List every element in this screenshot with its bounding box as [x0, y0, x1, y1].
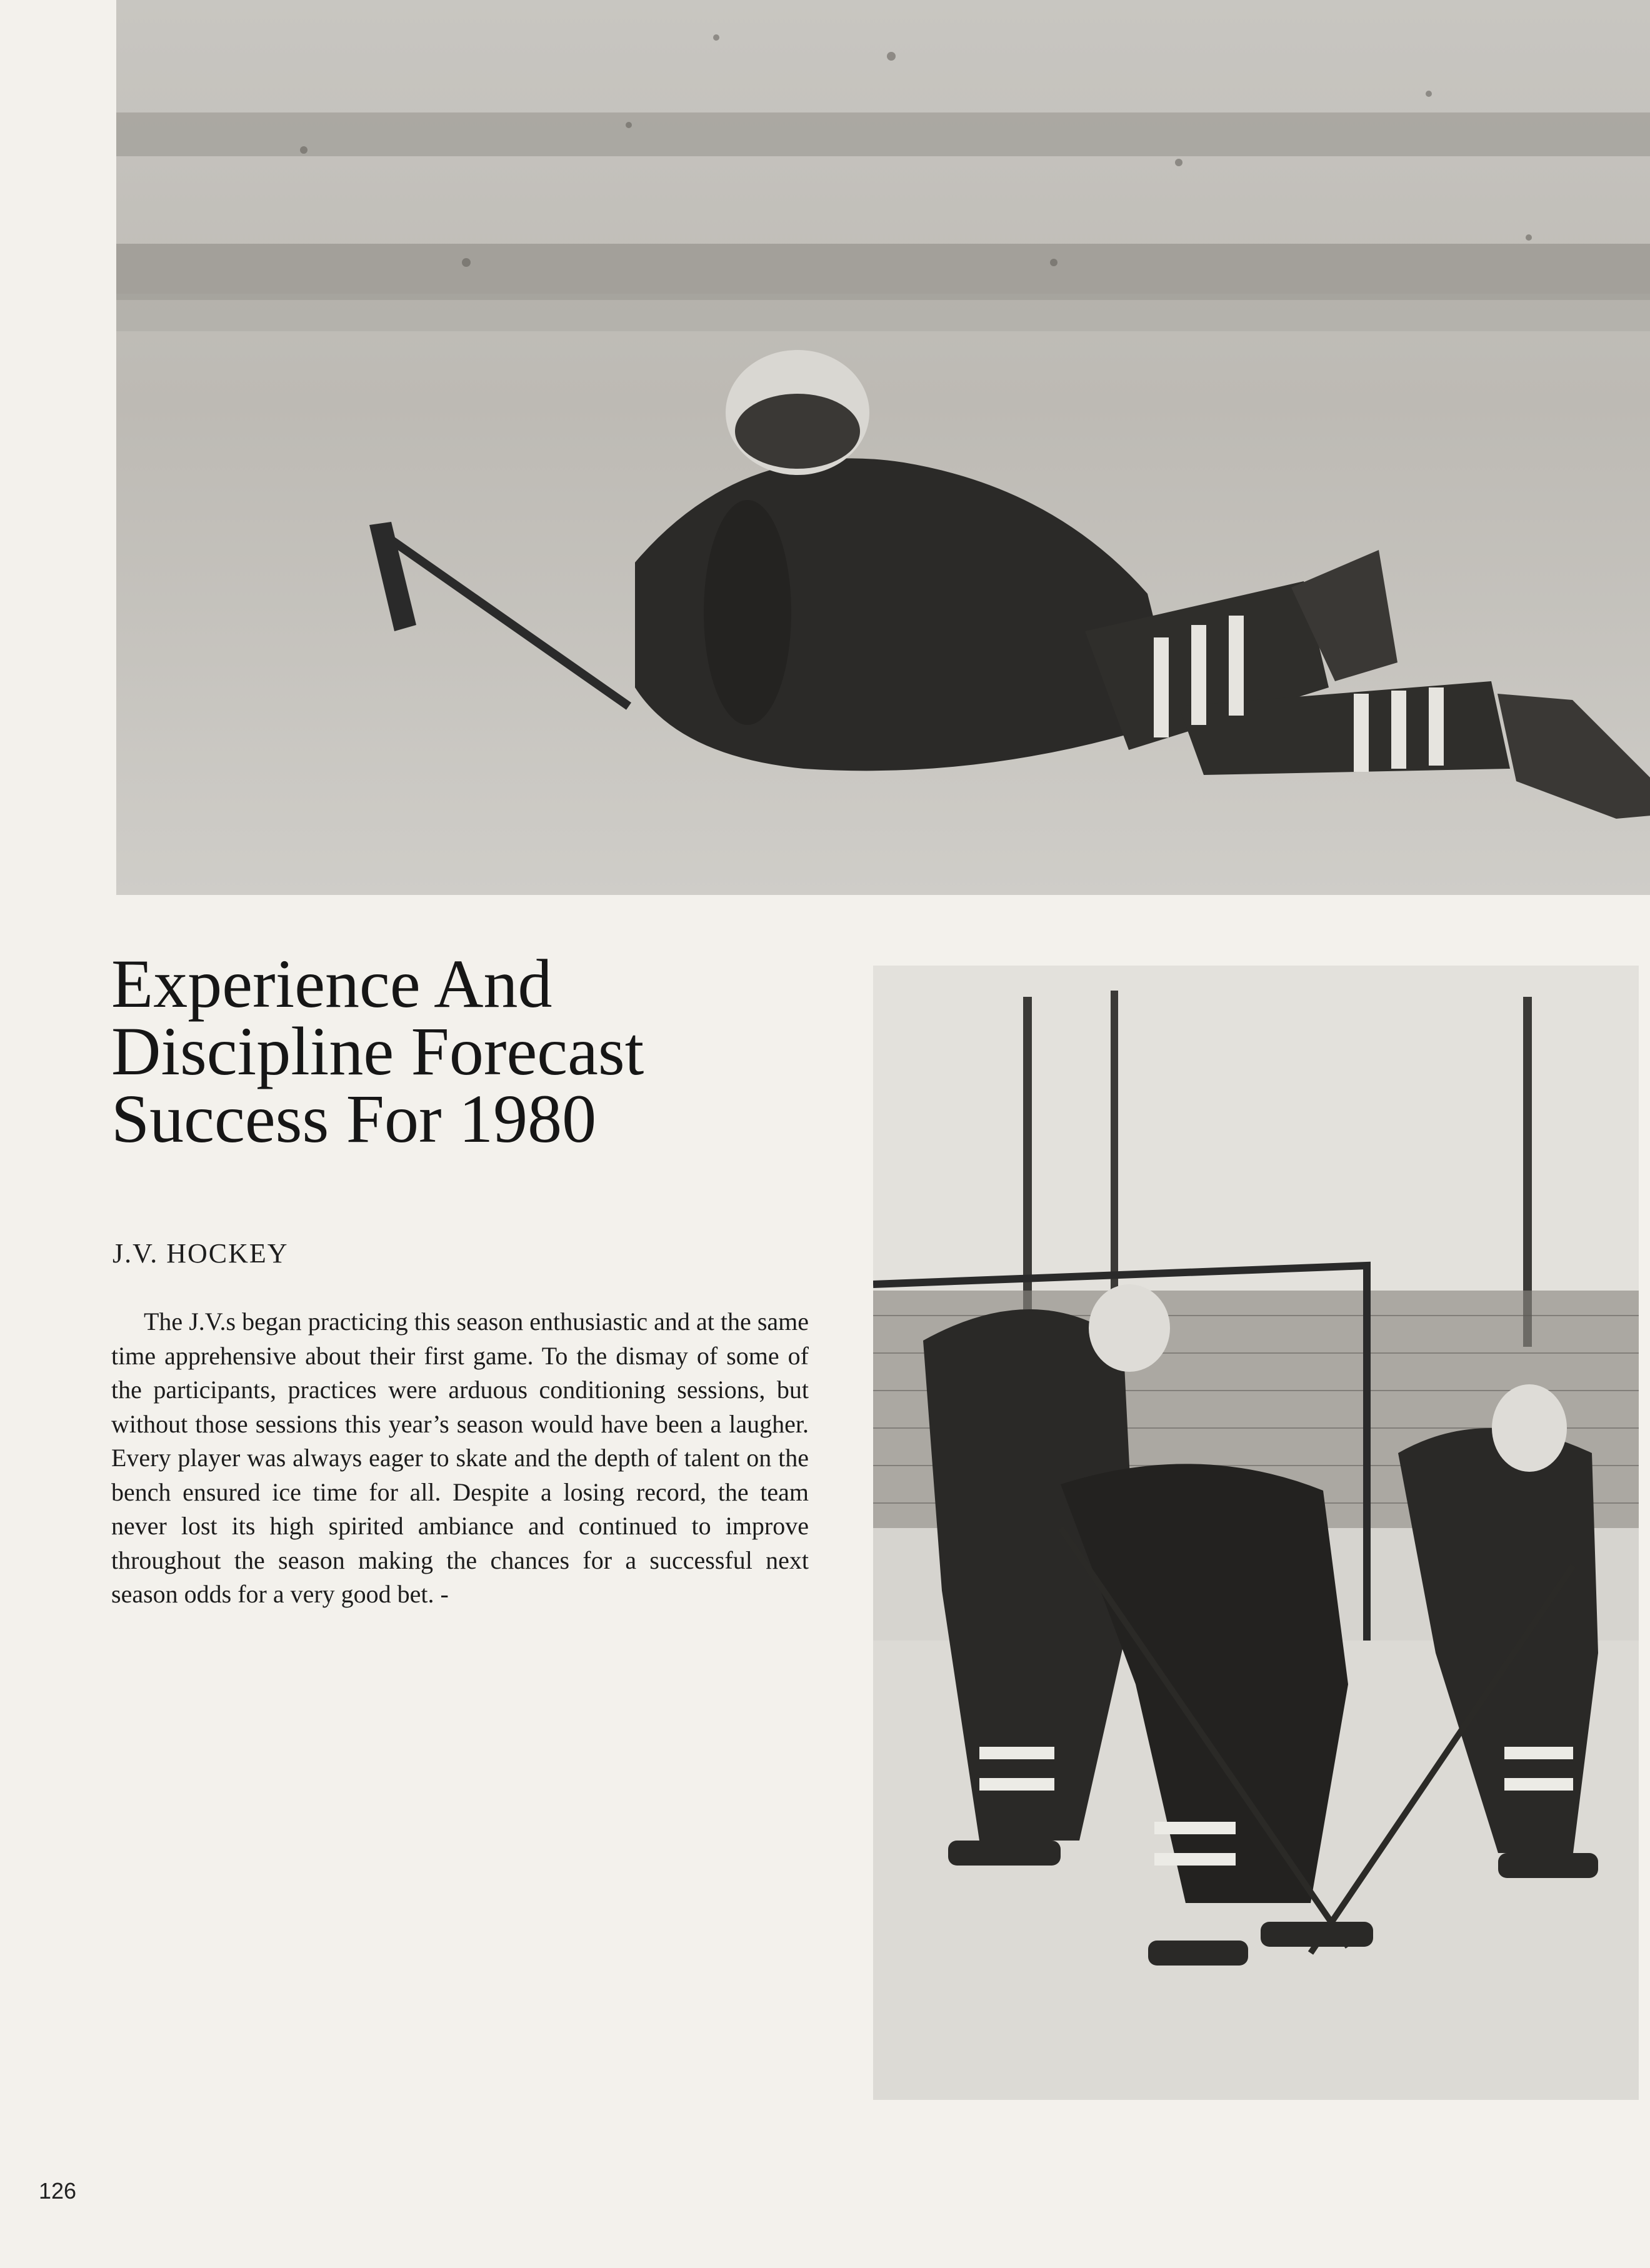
section-label: J.V. HOCKEY: [112, 1238, 289, 1269]
page-number: 126: [39, 2178, 77, 2204]
article-body: The J.V.s began practicing this season enthusiastic and at the same time apprehensive about their first game. To the dismay of some of the participants, practices were arduous conditioning sessions, but without those sessions this year’s season would have been a laugher. Every player was always eager to skate and the depth of talent on the bench ensured ice time for all. Despite a losing record, the team never lost its high spirited ambiance and continued to improve throughout the season making the chances for a successful next season odds for a very good bet. -: [111, 1307, 809, 1608]
photo-players-at-net-image: [873, 966, 1639, 2100]
photo-player-sliding-image: [116, 0, 1650, 895]
photo-players-at-net: [873, 966, 1639, 2100]
headline-line-2: Discipline Forecast: [111, 1013, 644, 1089]
photo-player-sliding: [116, 0, 1650, 895]
headline: [111, 946, 849, 1157]
headline-line-1: Experience And: [111, 946, 552, 1022]
headline-line-3: Success For 1980: [111, 1081, 597, 1157]
